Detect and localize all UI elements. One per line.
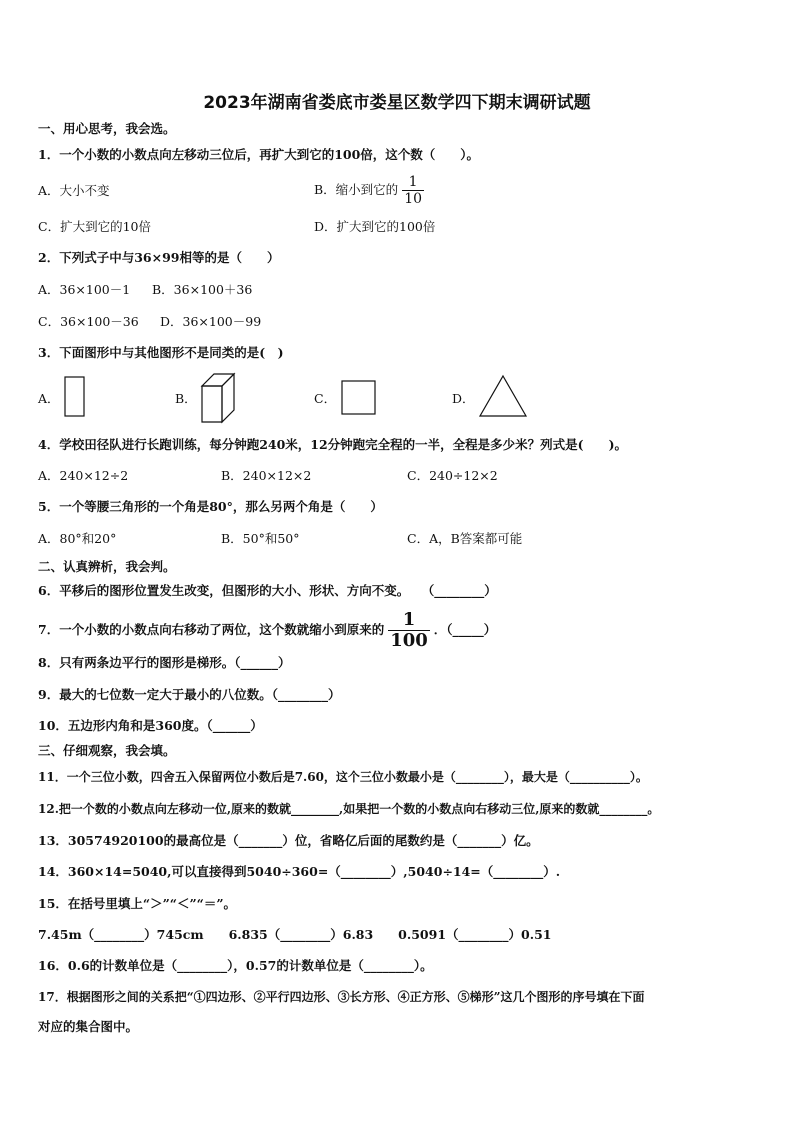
- q2-option-a: A．36×100－1: [38, 282, 131, 297]
- q1-option-c: C．扩大到它的10倍: [38, 219, 151, 234]
- fraction-denominator: 10: [404, 191, 423, 207]
- q4-option-b: B．240×12×2: [221, 468, 312, 483]
- q4-option-c: C．240÷12×2: [407, 468, 498, 483]
- q5-option-b: B．50°和50°: [221, 531, 300, 546]
- q1-option-b-label: B．缩小到它的: [314, 182, 399, 197]
- section-3-heading: 三、仔细观察，我会填。: [38, 743, 176, 758]
- question-3: 3．下面图形中与其他图形不是同类的是( ): [38, 345, 284, 360]
- question-5: 5．一个等腰三角形的一个角是80°，那么另两个角是（ ）: [38, 499, 383, 514]
- q3-option-d: D．: [452, 391, 475, 406]
- question-16: 16．0.6的计数单位是（________），0.57的计数单位是（________）。: [38, 958, 433, 973]
- question-17-line-2: 对应的集合图中。: [38, 1019, 139, 1034]
- q2-option-b: B．36×100＋36: [152, 282, 253, 297]
- question-8: 8．只有两条边平行的图形是梯形。（______）: [38, 655, 291, 670]
- question-15: 15．在括号里填上“＞”“＜”“＝”。: [38, 896, 237, 911]
- q1-option-d: D．扩大到它的100倍: [314, 219, 436, 234]
- question-11: 11．一个三位小数，四舍五入保留两位小数后是7.60，这个三位小数最小是（________），最大是（__________）。: [38, 770, 648, 784]
- fraction-numerator: 1: [402, 609, 416, 630]
- q7-text: 7．一个小数的小数点向右移动了两位，这个数就缩小到原来的: [38, 622, 385, 637]
- question-10: 10．五边形内角和是360度。（______）: [38, 718, 263, 733]
- q7-answer-blank: ．（_____）: [433, 622, 497, 637]
- fraction-numerator: 1: [408, 174, 418, 190]
- question-9: 9．最大的七位数一定大于最小的八位数。（________）: [38, 687, 341, 702]
- q2-option-d: D．36×100－99: [160, 314, 262, 329]
- q3-option-a: A．: [38, 391, 60, 406]
- question-12: 12.把一个数的小数点向左移动一位,原来的数就________,如果把一个数的小数点向右移动三位,原来的数就________。: [38, 802, 660, 816]
- section-2-heading: 二、认真辨析，我会判。: [38, 559, 176, 574]
- q5-option-c: C．A，B答案都可能: [407, 531, 523, 546]
- q2-option-c: C．36×100－36: [38, 314, 139, 329]
- page-title: 2023年湖南省娄底市娄星区数学四下期末调研试题: [203, 93, 591, 113]
- question-14: 14．360×14=5040,可以直接得到5040÷360=（________）,5040÷14=（________）.: [38, 864, 561, 879]
- question-6: 6．平移后的图形位置发生改变，但图形的大小、形状、方向不变。 （________）: [38, 583, 497, 598]
- fraction-denominator: 100: [390, 630, 428, 651]
- question-1: 1．一个小数的小数点向左移动三位后，再扩大到它的100倍，这个数（ ）。: [38, 147, 480, 162]
- q7-fraction: [388, 610, 430, 651]
- q1-option-b: [314, 172, 428, 208]
- section-1-heading: 一、用心思考，我会选。: [38, 121, 176, 136]
- question-4: 4．学校田径队进行长跑训练，每分钟跑240米，12分钟跑完全程的一半，全程是多少米？列式是( )。: [38, 437, 628, 452]
- q5-option-a: A．80°和20°: [38, 531, 117, 546]
- question-2: 2．下列式子中与36×99相等的是（ ）: [38, 250, 280, 265]
- square-shape: [341, 380, 377, 416]
- q1-option-b-fraction: [402, 174, 424, 207]
- question-15-items: 7.45m（________）745cm 6.835（________）6.83 0.5091（________）0.51: [38, 927, 552, 942]
- question-13: 13．30574920100的最高位是（_______）位，省略亿后面的尾数约是（_______）亿。: [38, 833, 539, 848]
- q1-option-a: A．大小不变: [38, 183, 110, 198]
- cuboid-shape: [200, 372, 236, 424]
- question-7: [38, 610, 496, 651]
- question-17: 17．根据图形之间的关系把“①四边形、②平行四边形、③长方形、④正方形、⑤梯形”这几个图形的序号填在下面: [38, 990, 645, 1004]
- triangle-shape: [478, 374, 528, 418]
- q3-option-c: C．: [314, 391, 337, 406]
- rectangle-shape: [64, 376, 86, 418]
- q3-option-b: B．: [175, 391, 197, 406]
- q4-option-a: A．240×12÷2: [38, 468, 129, 483]
